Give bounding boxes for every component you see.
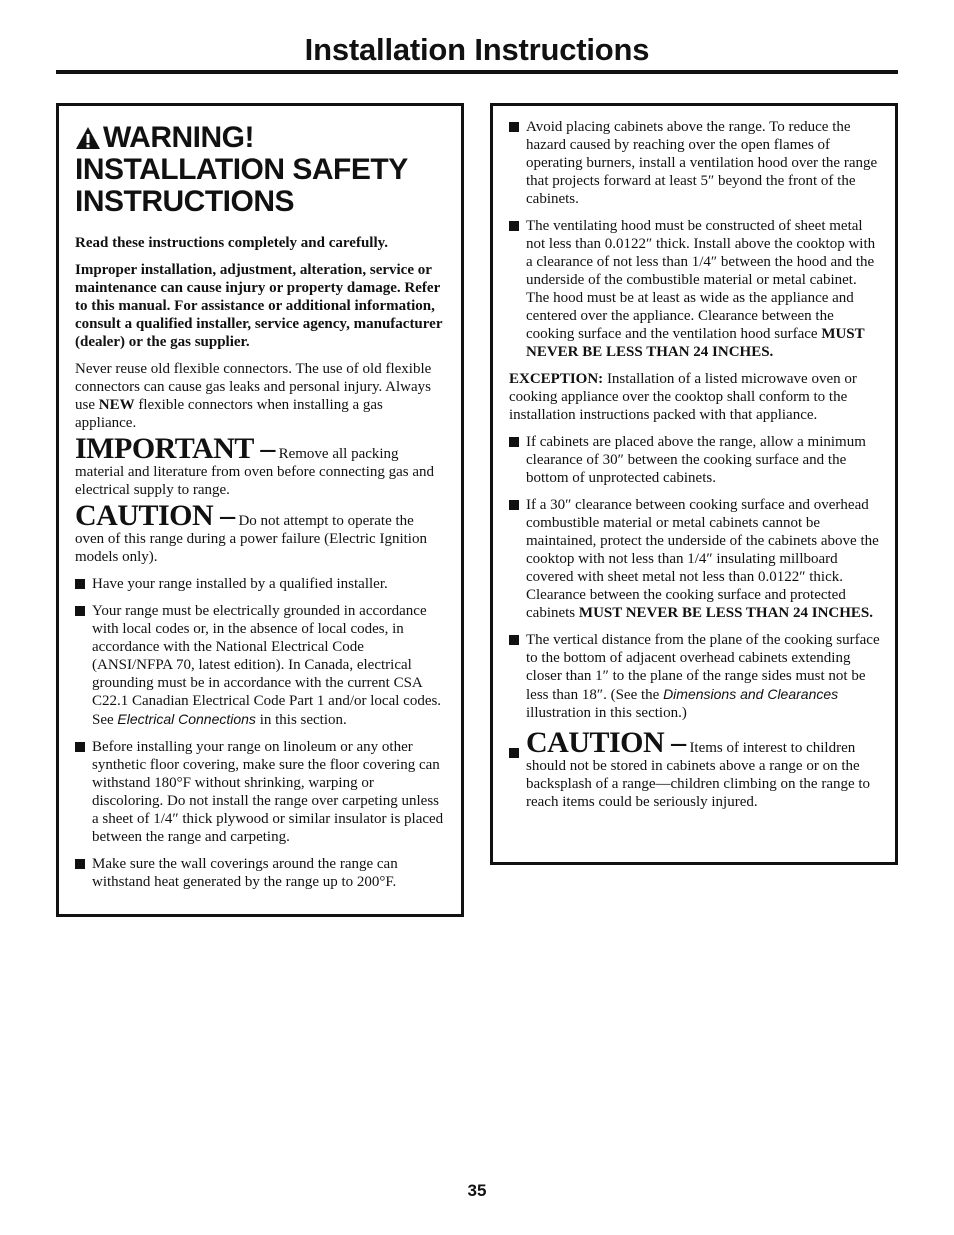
list-item: Your range must be electrically grounded in accordance with local codes or, in the absence of local codes, in accordance with the National Electrical Code (ANSI/NFPA 70, latest edition). In Canada, electrical grounding must be in accordance with the current CSA C22.1 Canadian Electrical Code Part 1 and/or local codes. See Electrical Connections in this section. — [75, 602, 445, 729]
warning-heading — [75, 122, 445, 218]
list-item: The vertical distance from the plane of the cooking surface to the bottom of adjacent overhead cabinets extending closer than 1″ to the plane of the range sides must not be less than 18″. (See the Dimensions and Clearances illustration in this section.) — [509, 631, 881, 722]
list-item: Have your range installed by a qualified installer. — [75, 575, 445, 593]
caution-notice — [75, 499, 445, 566]
improper-note: Improper installation, adjustment, alteration, service or maintenance can cause injury or property damage. Refer to this manual. For assistance or additional information, consult a qualified installer, service agency, manufacturer (dealer) or the gas supplier. — [75, 262, 443, 350]
connectors-note: Never reuse old flexible connectors. The use of old flexible connectors can cause gas leaks and personal injury. Always use NEW flexible connectors when installing a gas appliance. — [75, 361, 432, 431]
bullet-square-icon — [75, 859, 85, 869]
warning-triangle-icon — [75, 126, 101, 150]
caution-text: Do not attempt to operate the oven of this range during a power failure (Electric Ignition models only). — [75, 513, 427, 565]
caution-label: CAUTION – — [75, 499, 235, 532]
caution-notice-children — [509, 726, 881, 811]
page-title: Installation Instructions — [304, 32, 650, 67]
important-text: Remove all packing material and literature from oven before connecting gas and electrical supply to range. — [75, 446, 435, 498]
title-rule — [56, 70, 898, 74]
bullet-square-icon — [509, 635, 519, 645]
list-item: Before installing your range on linoleum or any other synthetic floor covering, make sure the floor covering can withstand 180°F without shrinking, warping or discoloring. Do not install the range over carpeting unless a sheet of 1/4″ thick plywood or similar insulator is placed between the range and carpeting. — [75, 738, 445, 846]
bullet-square-icon — [509, 437, 519, 447]
list-item: If a 30″ clearance between cooking surface and overhead combustible material or metal cabinets cannot be maintained, protect the underside of the cabinets above the cooktop with not less than 1/4″ insulating millboard covered with sheet metal not less than 0.0122″ thick. Clearance between the cooking surface and protected cabinets MUST NEVER BE LESS THAN 24 INCHES. — [509, 496, 881, 622]
warning-heading-line1: WARNING! — [103, 121, 254, 154]
warning-heading-line2: INSTALLATION SAFETY — [75, 153, 408, 186]
bullet-square-icon — [75, 742, 85, 752]
bullet-square-icon — [75, 579, 85, 589]
bullet-square-icon — [75, 606, 85, 616]
bullet-square-icon — [509, 221, 519, 231]
caution-label: CAUTION – — [526, 726, 686, 759]
list-item: Avoid placing cabinets above the range. To reduce the hazard caused by reaching over the open flames of operating burners, install a ventilation hood over the range that projects forward at least 5″ beyond the front of the cabinets. — [509, 118, 881, 208]
read-note: Read these instructions completely and carefully. — [75, 235, 389, 251]
list-item: The ventilating hood must be constructed of sheet metal not less than 0.0122″ thick. Install above the cooktop with a clearance of not less than 1/4″ between the hood and the underside of the combustible material or metal cabinet. The hood must be at least as wide as the appliance and centered over the appliance. Clearance between the cooking surface and the ventilation hood surface MUST NEVER BE LESS THAN 24 INCHES. — [509, 217, 881, 361]
list-item: Make sure the wall coverings around the range can withstand heat generated by the range up to 200°F. — [75, 855, 445, 891]
bullet-square-icon — [509, 748, 519, 758]
caution-text: Items of interest to children should not be stored in cabinets above a range or on the backsplash of a range—children climbing on the range to reach items could be seriously injured. — [526, 740, 871, 810]
bullet-square-icon — [509, 122, 519, 132]
important-notice — [75, 432, 445, 499]
page-number: 35 — [467, 1181, 487, 1200]
important-label: IMPORTANT – — [75, 432, 275, 465]
clearance-box — [490, 103, 898, 865]
exception-note: EXCEPTION: Installation of a listed microwave oven or cooking appliance over the cooktop shall conform to the installation instructions packed with that appliance. — [509, 371, 857, 423]
list-item: If cabinets are placed above the range, allow a minimum clearance of 30″ between the cooking surface and the bottom of unprotected cabinets. — [509, 433, 881, 487]
bullet-square-icon — [509, 500, 519, 510]
warning-box — [56, 103, 464, 917]
warning-heading-line3: INSTRUCTIONS — [75, 185, 294, 218]
